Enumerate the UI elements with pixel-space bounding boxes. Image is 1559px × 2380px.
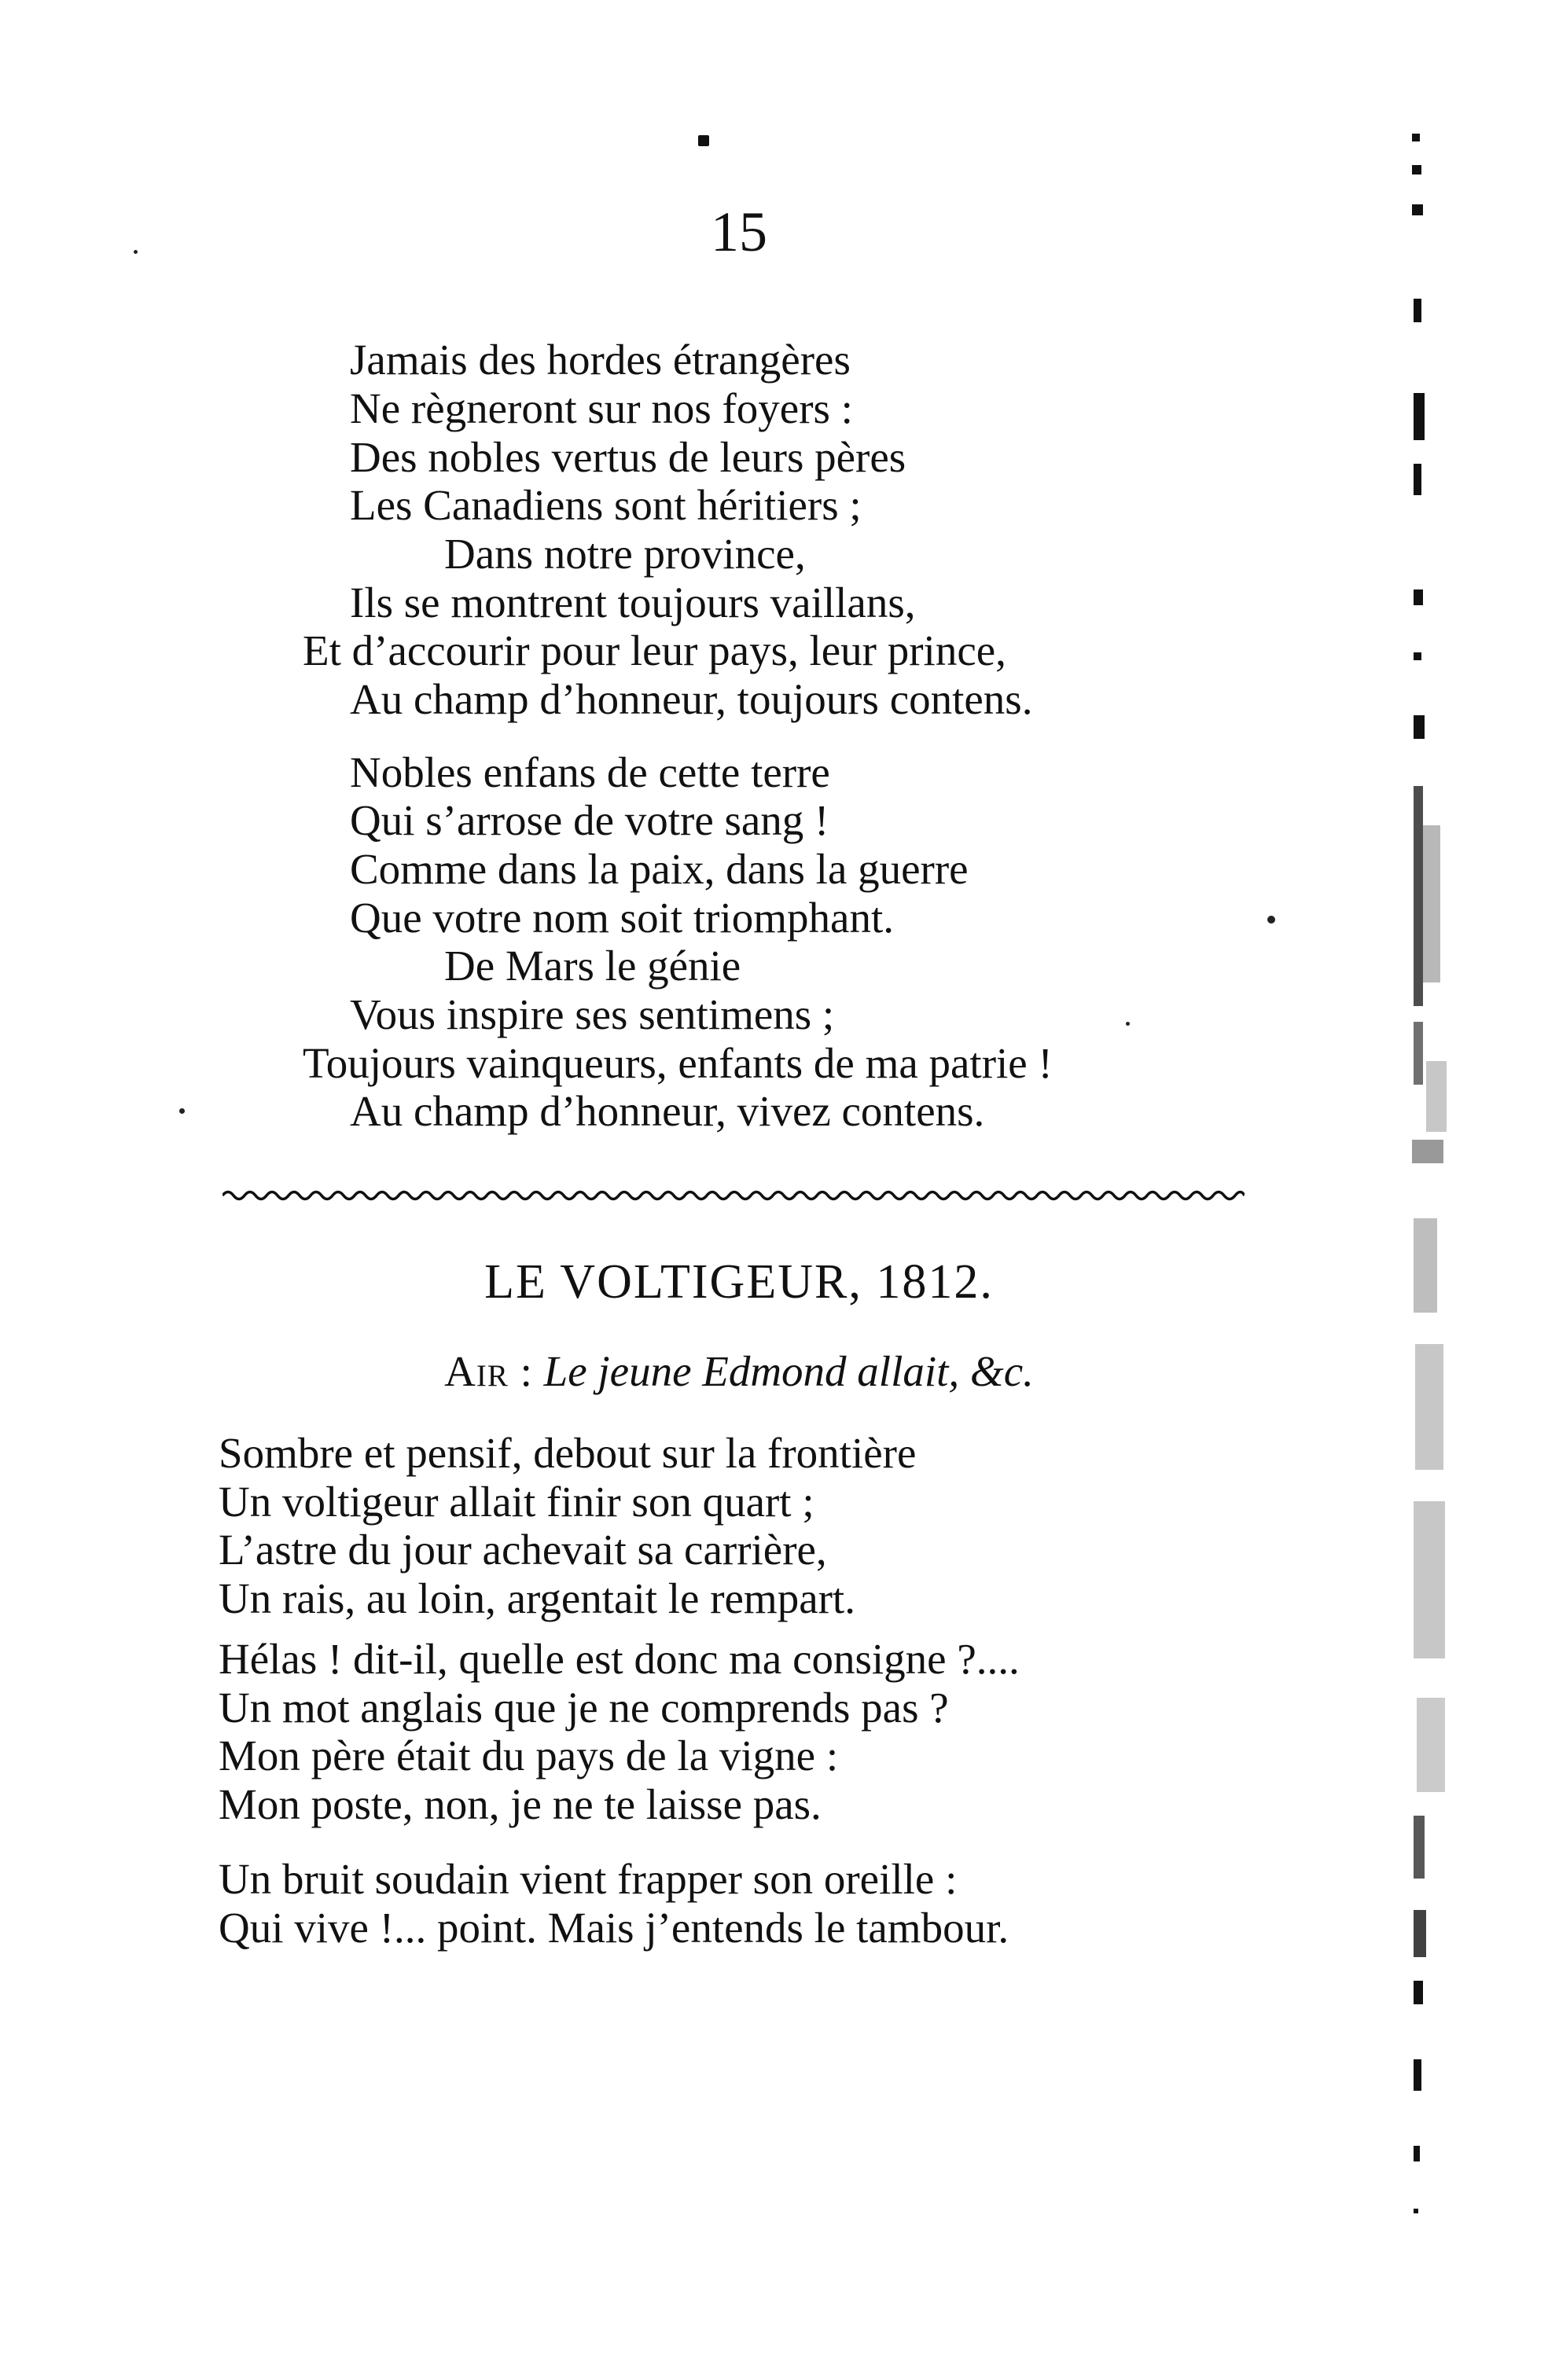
printer-mark (698, 135, 709, 146)
verse-line: De Mars le génie (444, 942, 741, 990)
verse-line: Des nobles vertus de leurs pères (350, 433, 906, 481)
verse-line: Vous inspire ses sentimens ; (350, 990, 835, 1038)
verse-line: Au champ d’honneur, vivez contens. (350, 1087, 985, 1135)
air-line (0, 1346, 1478, 1398)
verse-line: Ne règneront sur nos foyers : (350, 384, 853, 432)
ink-speck (179, 1108, 185, 1114)
verse-line: Que votre nom soit triomphant. (350, 894, 894, 942)
verse-line: Un bruit soudain vient frapper son oreille : (219, 1855, 958, 1903)
ornamental-rule (222, 1187, 1245, 1204)
air-tune: Le jeune Edmond allait, &c. (543, 1347, 1034, 1395)
verse-line: Jamais des hordes étrangères (350, 336, 851, 384)
verse-line: Sombre et pensif, debout sur la frontière (219, 1429, 917, 1477)
verse-line: Dans notre province, (444, 530, 806, 578)
verse-line: Au champ d’honneur, toujours contens. (350, 675, 1033, 723)
verse-line: Un rais, au loin, argentait le rempart. (219, 1574, 855, 1622)
air-label: Air : (444, 1347, 533, 1395)
verse-line: Un mot anglais que je ne comprends pas ? (219, 1684, 949, 1732)
song-title: LE VOLTIGEUR, 1812. (484, 1255, 994, 1309)
verse-line: Les Canadiens sont héritiers ; (350, 481, 862, 529)
verse-line: Qui vive !... point. Mais j’entends le tambour. (219, 1904, 1009, 1952)
ink-speck (1126, 1022, 1130, 1026)
verse-line: Nobles enfans de cette terre (350, 748, 830, 796)
ink-speck (1267, 916, 1275, 924)
ink-speck (134, 250, 138, 254)
verse-line: Mon poste, non, je ne te laisse pas. (219, 1780, 822, 1828)
scan-edge-artifact (1407, 118, 1454, 2264)
verse-line: Hélas ! dit-il, quelle est donc ma consigne ?.... (219, 1635, 1020, 1683)
verse-line: Un voltigeur allait finir son quart ; (219, 1478, 814, 1526)
verse-line: L’astre du jour achevait sa carrière, (219, 1526, 827, 1574)
verse-line: Comme dans la paix, dans la guerre (350, 845, 969, 893)
page-number: 15 (711, 200, 767, 263)
verse-line: Ils se montrent toujours vaillans, (350, 578, 916, 626)
verse-line: Mon père était du pays de la vigne : (219, 1732, 839, 1779)
verse-line: Et d’accourir pour leur pays, leur prince, (303, 626, 1006, 674)
verse-line: Qui s’arrose de votre sang ! (350, 796, 829, 844)
verse-line: Toujours vainqueurs, enfants de ma patrie ! (303, 1039, 1053, 1087)
